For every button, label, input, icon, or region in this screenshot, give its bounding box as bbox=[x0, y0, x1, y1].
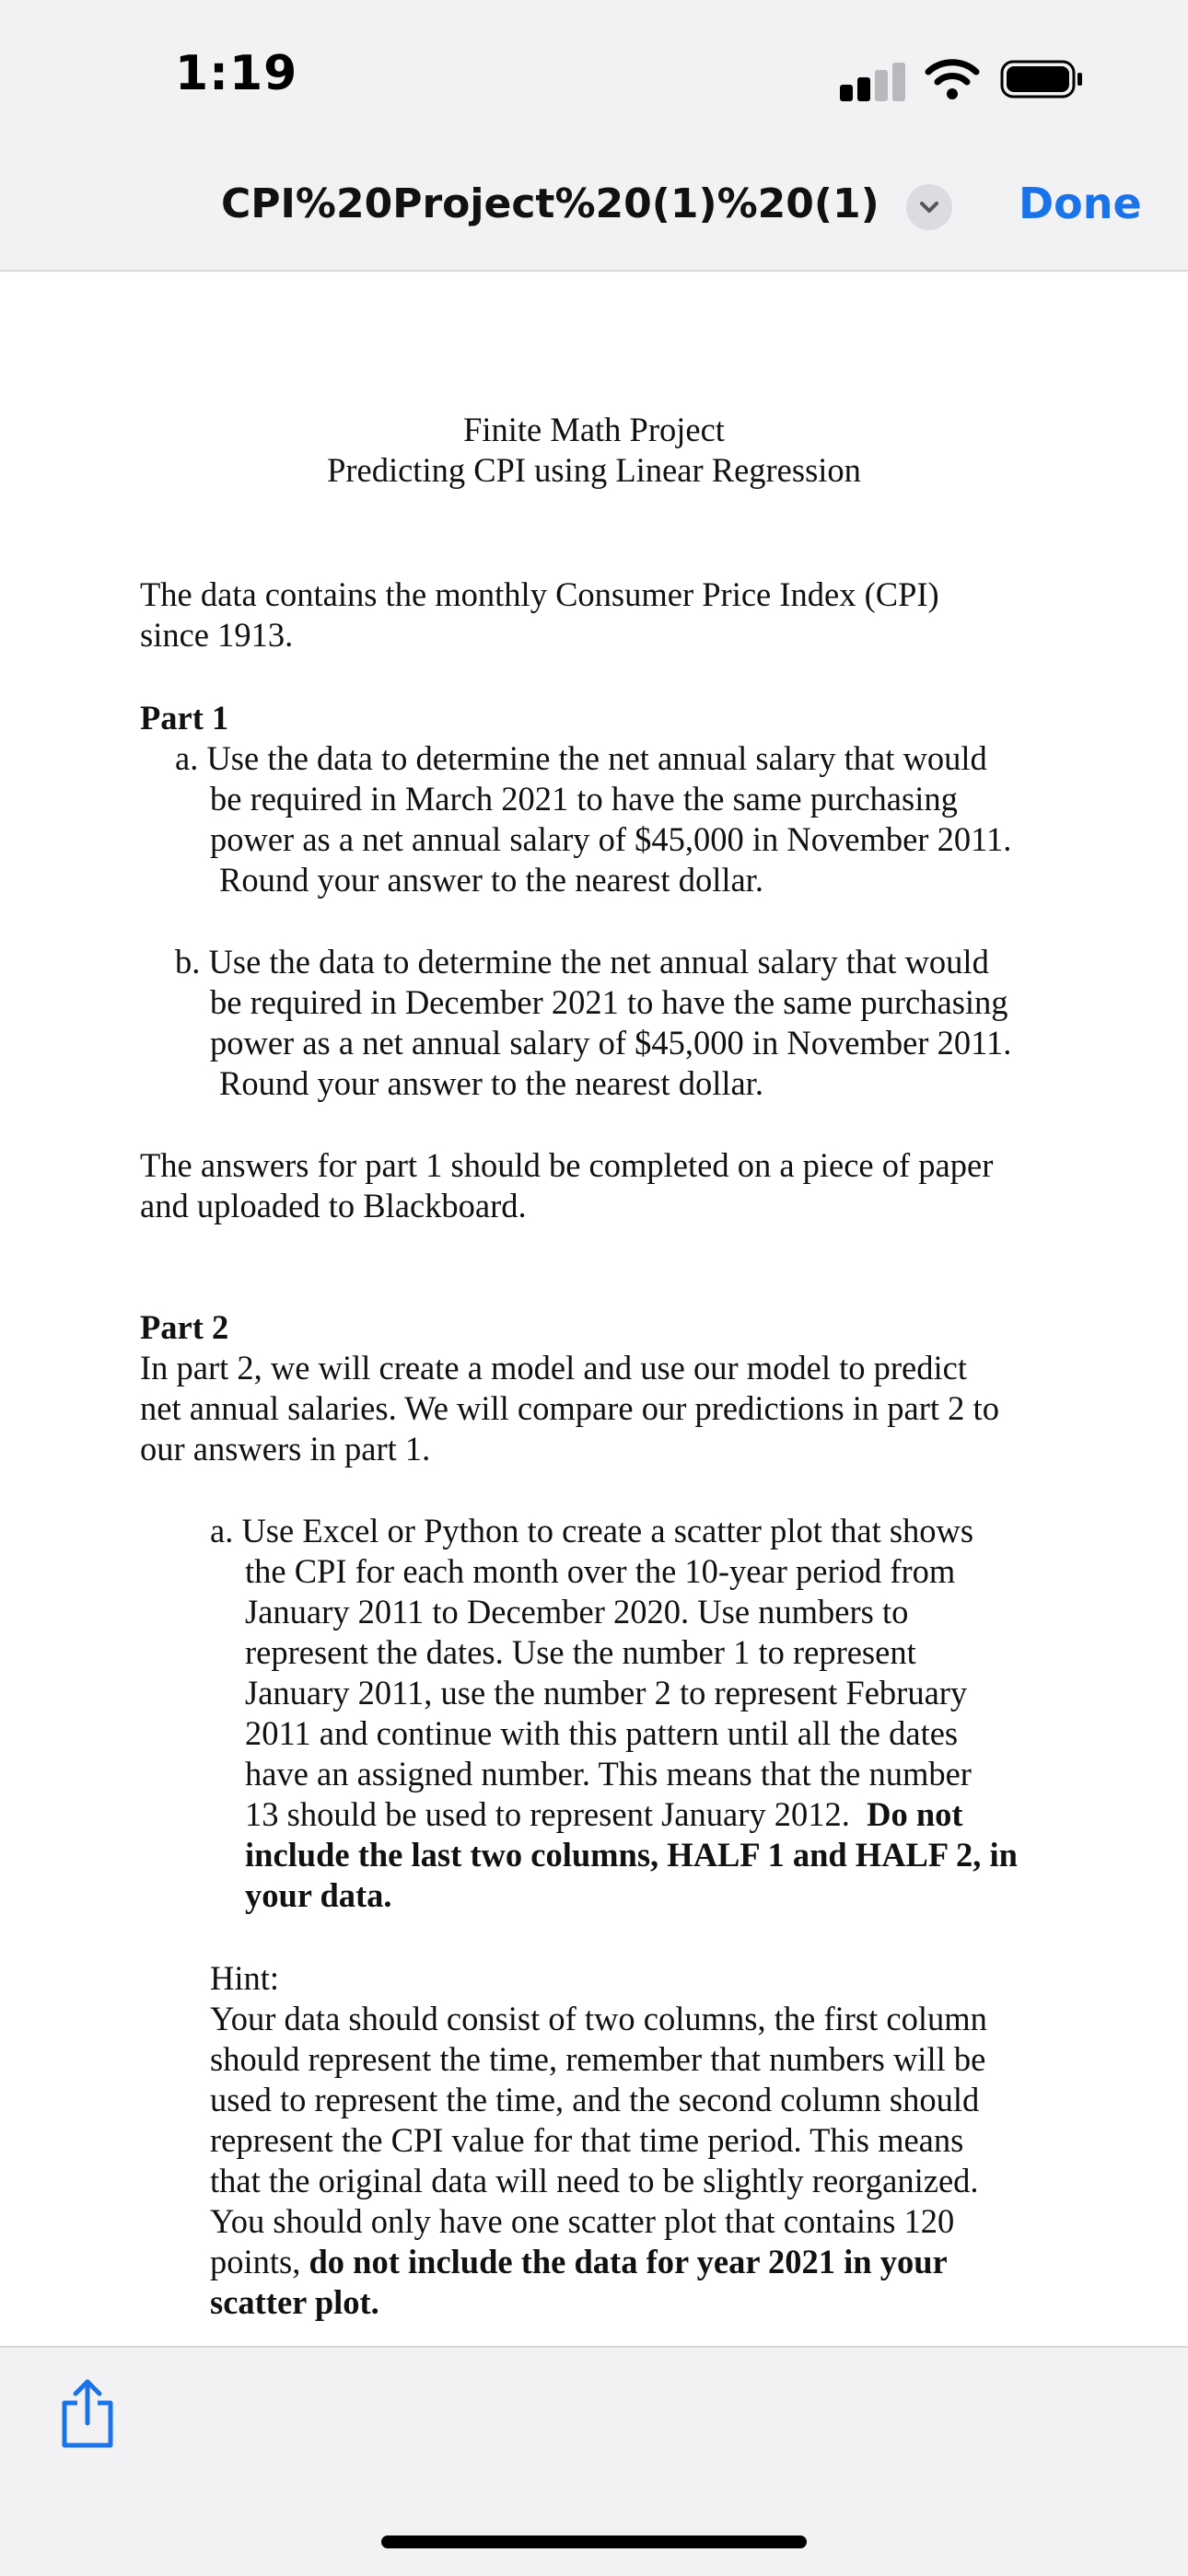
hint-bold-line: scatter plot. bbox=[210, 2283, 379, 2321]
title-menu-button[interactable] bbox=[906, 184, 952, 230]
part1b-line: power as a net annual salary of $45,000 in November 2011. bbox=[210, 1024, 1012, 1062]
battery-icon bbox=[1000, 59, 1085, 99]
part2a-line bbox=[245, 1794, 963, 1836]
cellular-signal-icon bbox=[840, 61, 904, 101]
part2-intro-line: net annual salaries. We will compare our predictions in part 2 to bbox=[140, 1389, 999, 1427]
intro-line: since 1913. bbox=[140, 616, 294, 654]
done-button[interactable]: Done bbox=[1019, 179, 1142, 228]
hint-line: You should only have one scatter plot that contains 120 bbox=[210, 2202, 955, 2240]
wifi-icon bbox=[925, 57, 980, 101]
intro-line: The data contains the monthly Consumer Price Index (CPI) bbox=[140, 575, 939, 613]
part1b-line: b. Use the data to determine the net annual salary that would bbox=[175, 943, 989, 981]
part1b-line: be required in December 2021 to have the same purchasing bbox=[210, 983, 1008, 1021]
hint-line: that the original data will need to be slightly reorganized. bbox=[210, 2162, 979, 2199]
document-title: CPI%20Project%20(1)%20(1) bbox=[221, 180, 879, 227]
hint-line: represent the CPI value for that time period. This means bbox=[210, 2121, 964, 2159]
hint-line: should represent the time, remember that numbers will be bbox=[210, 2040, 986, 2078]
part2-intro-line: In part 2, we will create a model and use our model to predict bbox=[140, 1349, 967, 1387]
part1a-line: power as a net annual salary of $45,000 in November 2011. bbox=[210, 820, 1012, 858]
part2a-bold-line: your data. bbox=[245, 1876, 392, 1914]
part2a-line8-text: 13 should be used to represent January 2012. bbox=[245, 1795, 850, 1833]
document-viewer[interactable] bbox=[0, 272, 1188, 2346]
doc-title-line2: Predicting CPI using Linear Regression bbox=[327, 451, 861, 489]
part1-note-line: and uploaded to Blackboard. bbox=[140, 1187, 527, 1224]
top-bar bbox=[0, 0, 1188, 272]
hint-line7-bold: do not include the data for year 2021 in your bbox=[309, 2243, 948, 2280]
part1-heading: Part 1 bbox=[140, 699, 229, 737]
part2-intro-line: our answers in part 1. bbox=[140, 1430, 431, 1468]
home-indicator[interactable] bbox=[381, 2535, 807, 2548]
part2-heading: Part 2 bbox=[140, 1308, 229, 1346]
chevron-down-icon bbox=[906, 184, 952, 230]
part2a-line8-bold: Do not bbox=[867, 1795, 963, 1833]
part2a-line: January 2011, use the number 2 to represent February bbox=[245, 1674, 968, 1712]
doc-title-line1: Finite Math Project bbox=[463, 411, 725, 448]
part1a-line: be required in March 2021 to have the same purchasing bbox=[210, 780, 958, 818]
part1a-line: a. Use the data to determine the net annual salary that would bbox=[175, 739, 987, 777]
share-icon[interactable] bbox=[55, 2377, 120, 2451]
part2a-line: January 2011 to December 2020. Use numbers to bbox=[245, 1593, 909, 1630]
part2a-line: have an assigned number. This means that the number bbox=[245, 1755, 972, 1793]
hint-line bbox=[210, 2242, 948, 2283]
part2a-line: the CPI for each month over the 10-year period from bbox=[245, 1552, 956, 1590]
hint-label: Hint: bbox=[210, 1959, 280, 1997]
status-time: 1:19 bbox=[175, 46, 298, 101]
hint-line7-text: points, bbox=[210, 2243, 301, 2280]
part1b-line: Round your answer to the nearest dollar. bbox=[219, 1064, 763, 1102]
hint-line: Your data should consist of two columns, the first column bbox=[210, 2000, 987, 2037]
part2a-bold-line: include the last two columns, HALF 1 and HALF 2, in bbox=[245, 1836, 1018, 1874]
part1a-line: Round your answer to the nearest dollar. bbox=[219, 861, 763, 899]
part1-note-line: The answers for part 1 should be completed on a piece of paper bbox=[140, 1146, 994, 1184]
part2a-line: represent the dates. Use the number 1 to represent bbox=[245, 1633, 916, 1671]
part2a-line: 2011 and continue with this pattern until all the dates bbox=[245, 1714, 959, 1752]
part2a-line: a. Use Excel or Python to create a scatter plot that shows bbox=[210, 1512, 974, 1549]
hint-line: used to represent the time, and the second column should bbox=[210, 2081, 980, 2118]
